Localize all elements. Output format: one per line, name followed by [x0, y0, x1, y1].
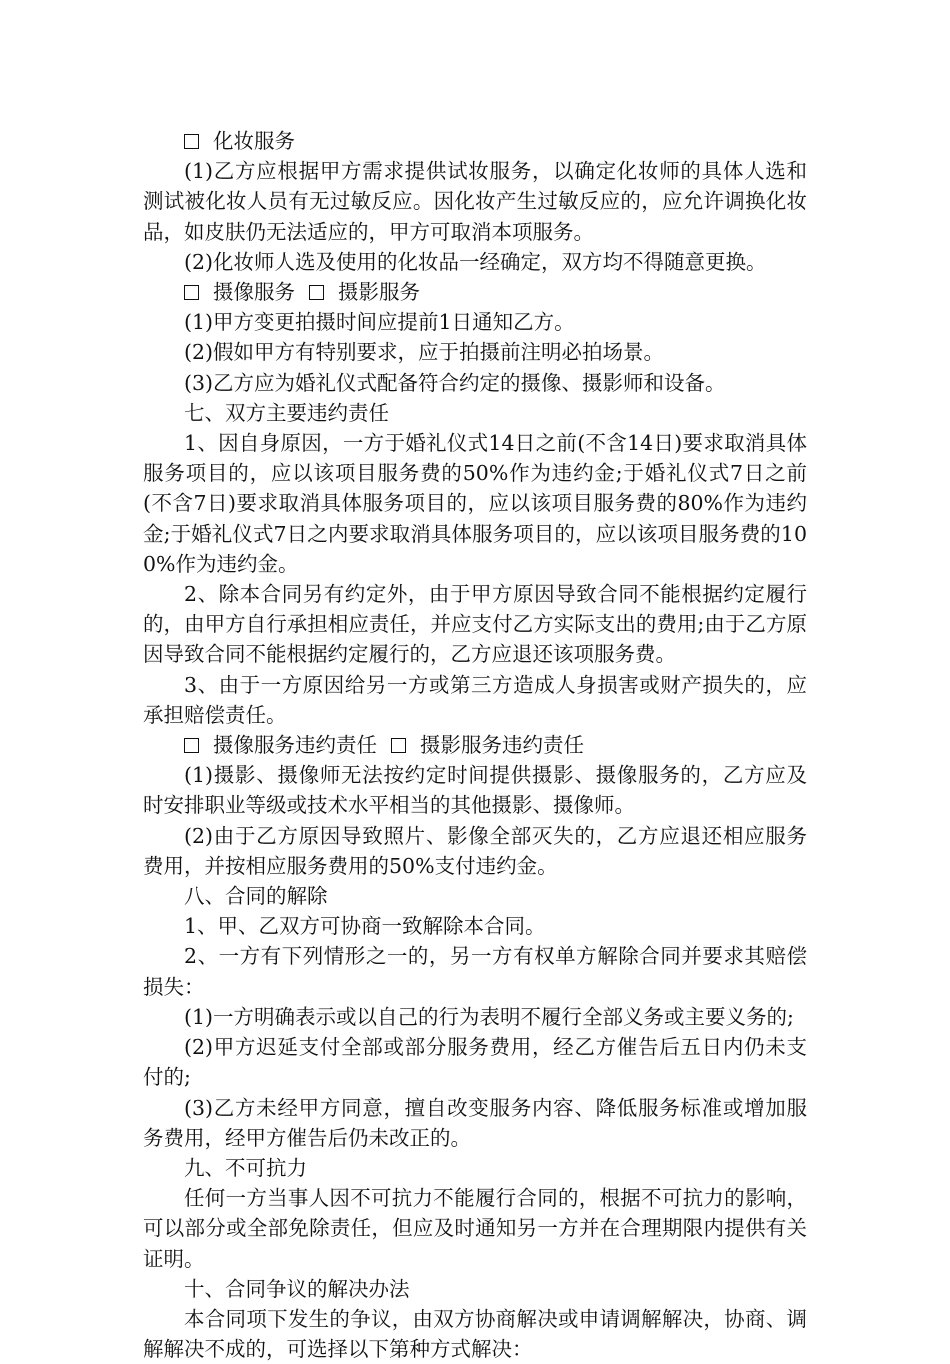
section-8-item-2: (2)甲方迟延支付全部或部分服务费用，经乙方催告后五日内仍未支付的;	[143, 1035, 807, 1090]
section-10-title: 十、合同争议的解决办法	[184, 1276, 410, 1301]
section-8-clause-2: 2、一方有下列情形之一的，另一方有权单方解除合同并要求其赔偿损失：	[143, 944, 807, 999]
checkbox-video-breach[interactable]	[184, 738, 199, 753]
breach-clause-2: (2)由于乙方原因导致照片、影像全部灭失的，乙方应退还相应服务费用，并按相应服务费用的50%支付违约金。	[143, 823, 807, 878]
camera-clause-2: (2)假如甲方有特别要求，应于拍摄前注明必拍场景。	[184, 340, 665, 365]
checkbox-photo[interactable]	[309, 285, 324, 300]
section-8-clause-1: 1、甲、乙双方可协商一致解除本合同。	[184, 914, 546, 939]
section-8-item-3: (3)乙方未经甲方同意，擅自改变服务内容、降低服务标准或增加服务费用，经甲方催告后仍未改正的。	[143, 1095, 807, 1150]
video-breach-label: 摄像服务违约责任	[213, 733, 377, 758]
camera-clause-1: (1)甲方变更拍摄时间应提前1日通知乙方。	[184, 310, 575, 335]
contract-body	[143, 126, 807, 1364]
section-7-title: 七、双方主要违约责任	[184, 400, 389, 425]
camera-service-heading	[143, 277, 807, 307]
section-8-title: 八、合同的解除	[184, 884, 328, 909]
checkbox-photo-breach[interactable]	[391, 738, 406, 753]
makeup-service-heading	[143, 126, 807, 156]
section-9-title: 九、不可抗力	[184, 1155, 307, 1180]
section-7-clause-3: 3、由于一方原因给另一方或第三方造成人身损害或财产损失的，应承担赔偿责任。	[143, 672, 807, 727]
section-8-item-1: (1)一方明确表示或以自己的行为表明不履行全部义务或主要义务的;	[184, 1004, 794, 1029]
section-7-clause-1: 1、因自身原因，一方于婚礼仪式14日之前(不含14日)要求取消具体服务项目的，应以该项目服务费的50%作为违约金;于婚礼仪式7日之前(不含7日)要求取消具体服务项目的，应以该项目服务费的80%作为违约金;于婚礼仪式7日之内要求取消具体服务项目的，应以该项目服务费的100%作为违约金。	[143, 431, 807, 576]
video-service-label: 摄像服务	[213, 280, 295, 305]
section-7-clause-2: 2、除本合同另有约定外，由于甲方原因导致合同不能根据约定履行的，由甲方自行承担相应责任，并应支付乙方实际支出的费用;由于乙方原因导致合同不能根据约定履行的，乙方应退还该项服务费。	[143, 582, 807, 667]
makeup-service-label: 化妆服务	[213, 129, 295, 153]
makeup-clause-2: (2)化妆师人选及使用的化妆品一经确定，双方均不得随意更换。	[184, 249, 767, 274]
section-10-clause: 本合同项下发生的争议，由双方协商解决或申请调解解决，协商、调解解决不成的，可选择以下第种方式解决：	[143, 1306, 807, 1362]
breach-heading	[143, 730, 807, 760]
photo-breach-label: 摄影服务违约责任	[420, 733, 584, 758]
camera-clause-3: (3)乙方应为婚礼仪式配备符合约定的摄像、摄影师和设备。	[184, 370, 726, 395]
checkbox-makeup[interactable]	[184, 134, 199, 149]
breach-clause-1: (1)摄影、摄像师无法按约定时间提供摄影、摄像服务的，乙方应及时安排职业等级或技术水平相当的其他摄影、摄像师。	[143, 763, 807, 818]
makeup-clause-1: (1)乙方应根据甲方需求提供试妆服务，以确定化妆师的具体人选和测试被化妆人员有无过敏反应。因化妆产生过敏反应的，应允许调换化妆品，如皮肤仍无法适应的，甲方可取消本项服务。	[143, 159, 807, 244]
section-9-clause: 任何一方当事人因不可抗力不能履行合同的，根据不可抗力的影响，可以部分或全部免除责任，但应及时通知另一方并在合理期限内提供有关证明。	[143, 1186, 807, 1271]
photo-service-label: 摄影服务	[338, 280, 420, 305]
checkbox-video[interactable]	[184, 285, 199, 300]
